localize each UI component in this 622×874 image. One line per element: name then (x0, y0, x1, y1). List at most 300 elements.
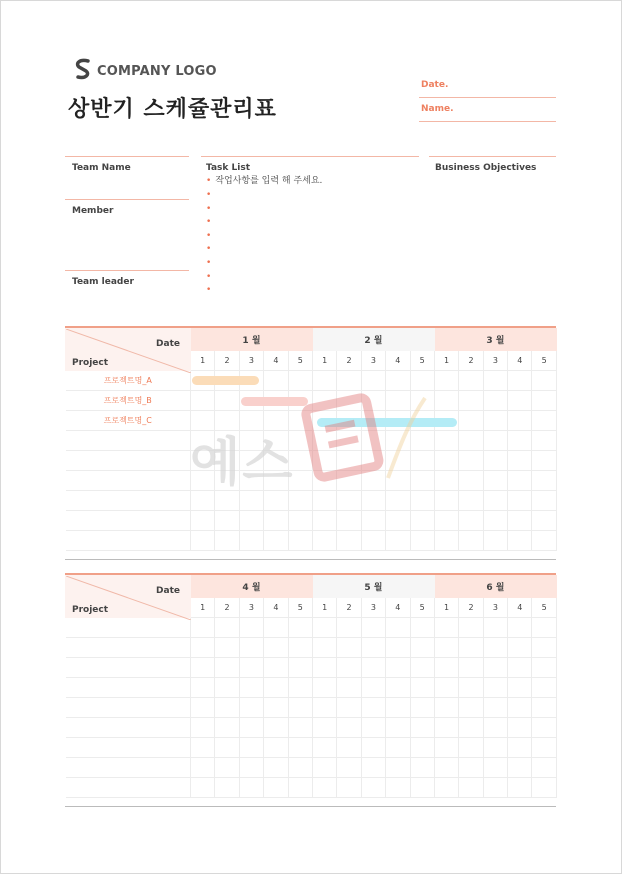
schedule-cell[interactable] (483, 371, 507, 391)
schedule-cell[interactable] (386, 758, 410, 778)
schedule-cell[interactable] (459, 678, 483, 698)
bullet-icon: • (206, 244, 212, 254)
schedule-cell[interactable] (483, 778, 507, 798)
schedule-cell[interactable] (434, 511, 458, 531)
schedule-cell[interactable] (239, 618, 263, 638)
date-field[interactable] (419, 97, 556, 98)
date-header: Date (156, 339, 180, 349)
project-name-cell[interactable] (66, 451, 191, 471)
schedule-cell[interactable] (532, 491, 556, 511)
project-name-cell[interactable] (66, 618, 191, 638)
schedule-cell[interactable] (264, 738, 288, 758)
table-row (66, 511, 557, 531)
schedule-cell[interactable] (508, 451, 532, 471)
schedule-cell[interactable] (508, 371, 532, 391)
schedule-cell[interactable] (483, 471, 507, 491)
team-name-label: Team Name (72, 163, 131, 173)
schedule-cell[interactable] (361, 718, 385, 738)
bullet-icon: • (206, 231, 212, 241)
schedule-cell[interactable] (361, 698, 385, 718)
schedule-cell[interactable] (459, 511, 483, 531)
schedule-cell[interactable] (191, 638, 215, 658)
schedule-cell[interactable] (288, 778, 312, 798)
schedule-cell[interactable] (508, 638, 532, 658)
schedule-cell[interactable] (337, 618, 361, 638)
project-name-cell[interactable] (66, 531, 191, 551)
schedule-cell[interactable] (434, 638, 458, 658)
schedule-cell[interactable] (215, 638, 239, 658)
schedule-cell[interactable] (337, 718, 361, 738)
schedule-cell[interactable] (215, 718, 239, 738)
schedule-cell[interactable] (361, 738, 385, 758)
schedule-cell[interactable] (337, 371, 361, 391)
task-item[interactable] (206, 203, 215, 216)
schedule-cell[interactable] (508, 391, 532, 411)
schedule-cell[interactable] (386, 371, 410, 391)
month-header: 5 월 (312, 576, 434, 598)
schedule-cell[interactable] (215, 758, 239, 778)
schedule-cell[interactable] (532, 411, 556, 431)
schedule-cell[interactable] (264, 658, 288, 678)
schedule-cell[interactable] (459, 738, 483, 758)
member-label: Member (72, 206, 114, 216)
schedule-cell[interactable] (459, 778, 483, 798)
schedule-cell[interactable] (532, 638, 556, 658)
schedule-cell[interactable] (337, 491, 361, 511)
schedule-cell[interactable] (508, 618, 532, 638)
divider (201, 156, 419, 157)
schedule-cell[interactable] (410, 698, 434, 718)
week-cell: 3 (239, 598, 263, 618)
schedule-cell[interactable] (459, 698, 483, 718)
schedule-cell[interactable] (239, 778, 263, 798)
schedule-cell[interactable] (215, 618, 239, 638)
schedule-cell[interactable] (532, 778, 556, 798)
schedule-cell[interactable] (312, 718, 336, 738)
schedule-cell[interactable] (434, 758, 458, 778)
month-header: 3 월 (434, 329, 556, 351)
schedule-cell[interactable] (410, 738, 434, 758)
task-item[interactable] (206, 243, 215, 256)
table-row (66, 531, 557, 551)
schedule-cell[interactable] (508, 411, 532, 431)
schedule-cell[interactable] (288, 678, 312, 698)
schedule-cell[interactable] (434, 778, 458, 798)
table-bottom-border (65, 806, 556, 807)
bullet-icon: • (206, 217, 212, 227)
bullet-icon: • (206, 176, 212, 186)
name-label: Name. (421, 104, 454, 114)
schedule-cell[interactable] (215, 531, 239, 551)
table-row (66, 658, 557, 678)
schedule-cell[interactable] (410, 658, 434, 678)
week-cell: 3 (483, 351, 507, 371)
schedule-cell[interactable] (410, 678, 434, 698)
schedule-cell[interactable] (337, 531, 361, 551)
schedule-cell[interactable] (264, 531, 288, 551)
schedule-cell[interactable] (288, 698, 312, 718)
table-row (66, 738, 557, 758)
schedule-cell[interactable] (508, 531, 532, 551)
month-header: 2 월 (312, 329, 434, 351)
schedule-cell[interactable] (386, 638, 410, 658)
schedule-cell[interactable] (239, 678, 263, 698)
schedule-cell[interactable] (337, 678, 361, 698)
schedule-cell[interactable] (483, 678, 507, 698)
schedule-cell[interactable] (239, 718, 263, 738)
schedule-cell[interactable] (312, 738, 336, 758)
week-cell: 3 (483, 598, 507, 618)
schedule-cell[interactable] (532, 618, 556, 638)
schedule-cell[interactable] (483, 431, 507, 451)
schedule-cell[interactable] (483, 451, 507, 471)
page-title: 상반기 스케쥴관리표 (68, 97, 277, 122)
schedule-cell[interactable] (337, 758, 361, 778)
date-header: Date (156, 586, 180, 596)
schedule-cell[interactable] (508, 758, 532, 778)
schedule-cell[interactable] (459, 471, 483, 491)
table-row (66, 698, 557, 718)
week-cell: 4 (386, 598, 410, 618)
schedule-cell[interactable] (459, 718, 483, 738)
schedule-cell[interactable] (459, 758, 483, 778)
schedule-cell[interactable] (434, 658, 458, 678)
schedule-cell[interactable] (312, 698, 336, 718)
schedule-cell[interactable] (288, 371, 312, 391)
week-cell: 4 (264, 351, 288, 371)
schedule-cell[interactable] (508, 491, 532, 511)
schedule-cell[interactable] (386, 618, 410, 638)
schedule-cell[interactable] (264, 778, 288, 798)
schedule-cell[interactable] (459, 531, 483, 551)
schedule-cell[interactable] (386, 698, 410, 718)
schedule-cell[interactable] (288, 531, 312, 551)
schedule-cell[interactable] (386, 658, 410, 678)
project-name-cell[interactable] (66, 511, 191, 531)
schedule-cell[interactable] (459, 658, 483, 678)
task-item[interactable] (206, 230, 215, 243)
schedule-cell[interactable] (264, 511, 288, 531)
name-field[interactable] (419, 121, 556, 122)
project-name-cell[interactable] (66, 678, 191, 698)
schedule-cell[interactable] (386, 511, 410, 531)
schedule-cell[interactable] (337, 778, 361, 798)
schedule-cell[interactable] (215, 698, 239, 718)
schedule-cell[interactable] (288, 758, 312, 778)
week-cell: 3 (361, 598, 385, 618)
schedule-cell[interactable] (483, 658, 507, 678)
team-leader-label: Team leader (72, 277, 134, 287)
schedule-cell[interactable] (483, 698, 507, 718)
schedule-cell[interactable] (410, 531, 434, 551)
project-name-cell[interactable] (66, 491, 191, 511)
task-item[interactable] (206, 284, 215, 297)
week-cell: 5 (410, 598, 434, 618)
month-header: 1 월 (191, 329, 313, 351)
schedule-cell[interactable] (434, 618, 458, 638)
schedule-cell[interactable] (191, 758, 215, 778)
project-name-cell[interactable] (66, 778, 191, 798)
gantt-bar-a[interactable] (192, 376, 259, 385)
schedule-cell[interactable] (434, 531, 458, 551)
schedule-cell[interactable] (215, 511, 239, 531)
schedule-cell[interactable] (239, 758, 263, 778)
schedule-cell[interactable] (239, 531, 263, 551)
schedule-cell[interactable] (410, 511, 434, 531)
schedule-cell[interactable] (508, 431, 532, 451)
week-cell: 1 (312, 351, 336, 371)
schedule-cell[interactable] (386, 738, 410, 758)
schedule-cell[interactable] (215, 778, 239, 798)
schedule-cell[interactable] (337, 658, 361, 678)
schedule-cell[interactable] (508, 778, 532, 798)
schedule-cell[interactable] (483, 738, 507, 758)
schedule-cell[interactable] (434, 678, 458, 698)
schedule-cell[interactable] (410, 778, 434, 798)
table-row (66, 678, 557, 698)
schedule-cell[interactable] (434, 718, 458, 738)
corner-header (66, 329, 191, 371)
schedule-cell[interactable] (386, 678, 410, 698)
schedule-cell[interactable] (410, 758, 434, 778)
schedule-cell[interactable] (312, 618, 336, 638)
schedule-cell[interactable] (361, 778, 385, 798)
schedule-cell[interactable] (312, 778, 336, 798)
schedule-cell[interactable] (508, 718, 532, 738)
divider (65, 156, 189, 157)
schedule-cell[interactable] (386, 491, 410, 511)
week-cell: 5 (288, 351, 312, 371)
divider (65, 270, 189, 271)
schedule-cell[interactable] (410, 638, 434, 658)
schedule-cell[interactable] (215, 391, 239, 411)
schedule-cell[interactable] (361, 618, 385, 638)
schedule-cell[interactable] (483, 531, 507, 551)
schedule-cell[interactable] (337, 511, 361, 531)
schedule-cell[interactable] (191, 698, 215, 718)
schedule-cell[interactable] (532, 451, 556, 471)
schedule-cell[interactable] (410, 371, 434, 391)
schedule-cell[interactable] (191, 658, 215, 678)
schedule-cell[interactable] (434, 371, 458, 391)
gantt-bar-b[interactable] (241, 397, 308, 406)
month-header: 6 월 (434, 576, 556, 598)
schedule-cell[interactable] (508, 698, 532, 718)
table-row (66, 618, 557, 638)
schedule-cell[interactable] (532, 471, 556, 491)
bullet-icon: • (206, 190, 212, 200)
schedule-cell[interactable] (483, 718, 507, 738)
schedule-cell[interactable] (312, 638, 336, 658)
schedule-cell[interactable] (191, 391, 215, 411)
business-objectives-label: Business Objectives (435, 163, 537, 173)
schedule-cell[interactable] (239, 638, 263, 658)
project-name-cell[interactable]: 프로젝트명_C (66, 411, 191, 431)
month-header: 4 월 (191, 576, 313, 598)
schedule-cell[interactable] (239, 511, 263, 531)
schedule-cell[interactable] (191, 511, 215, 531)
schedule-cell[interactable] (532, 698, 556, 718)
week-cell: 1 (191, 351, 215, 371)
schedule-cell[interactable] (532, 718, 556, 738)
schedule-cell[interactable] (191, 718, 215, 738)
table-row (66, 718, 557, 738)
schedule-cell[interactable] (483, 618, 507, 638)
task-item[interactable]: • 작업사항를 입력 해 주세요. (206, 176, 323, 186)
schedule-cell[interactable] (264, 371, 288, 391)
schedule-cell[interactable] (191, 778, 215, 798)
table-row (66, 758, 557, 778)
project-name-cell[interactable] (66, 718, 191, 738)
schedule-cell[interactable] (386, 778, 410, 798)
project-name-cell[interactable]: 프로젝트명_A (66, 371, 191, 391)
date-label: Date. (421, 80, 449, 90)
schedule-cell[interactable] (410, 491, 434, 511)
schedule-cell[interactable] (361, 371, 385, 391)
project-name-cell[interactable] (66, 658, 191, 678)
schedule-cell[interactable] (191, 531, 215, 551)
schedule-cell[interactable] (337, 638, 361, 658)
schedule-cell[interactable] (361, 758, 385, 778)
schedule-cell[interactable] (312, 511, 336, 531)
week-cell: 5 (532, 351, 556, 371)
schedule-cell[interactable] (459, 371, 483, 391)
task-item[interactable] (206, 216, 215, 229)
schedule-cell[interactable] (215, 658, 239, 678)
schedule-cell[interactable] (386, 718, 410, 738)
schedule-cell[interactable] (508, 678, 532, 698)
schedule-cell[interactable] (264, 758, 288, 778)
schedule-cell[interactable] (312, 531, 336, 551)
schedule-cell[interactable] (361, 511, 385, 531)
schedule-cell[interactable] (288, 718, 312, 738)
schedule-cell[interactable] (191, 678, 215, 698)
schedule-cell[interactable] (508, 738, 532, 758)
week-cell: 3 (239, 351, 263, 371)
schedule-cell[interactable] (532, 431, 556, 451)
schedule-cell[interactable] (239, 738, 263, 758)
schedule-cell[interactable] (483, 491, 507, 511)
schedule-cell[interactable] (532, 371, 556, 391)
week-cell: 2 (459, 351, 483, 371)
schedule-cell[interactable] (191, 738, 215, 758)
schedule-cell[interactable] (361, 531, 385, 551)
schedule-cell[interactable] (483, 411, 507, 431)
schedule-cell[interactable] (532, 678, 556, 698)
schedule-cell[interactable] (483, 758, 507, 778)
schedule-cell[interactable] (410, 718, 434, 738)
schedule-cell[interactable] (532, 391, 556, 411)
schedule-cell[interactable] (532, 511, 556, 531)
project-name-cell[interactable] (66, 471, 191, 491)
schedule-cell[interactable] (532, 658, 556, 678)
schedule-cell[interactable] (459, 491, 483, 511)
divider (65, 199, 189, 200)
schedule-cell[interactable] (483, 638, 507, 658)
schedule-cell[interactable] (459, 638, 483, 658)
schedule-cell[interactable] (508, 511, 532, 531)
schedule-cell[interactable] (337, 738, 361, 758)
schedule-cell[interactable] (239, 658, 263, 678)
schedule-cell[interactable] (312, 658, 336, 678)
schedule-cell[interactable] (508, 471, 532, 491)
schedule-cell[interactable] (434, 491, 458, 511)
schedule-cell[interactable] (312, 678, 336, 698)
schedule-cell[interactable] (288, 511, 312, 531)
table-row (66, 491, 557, 511)
schedule-cell[interactable] (361, 491, 385, 511)
schedule-cell[interactable] (239, 698, 263, 718)
project-name-cell[interactable] (66, 431, 191, 451)
week-cell: 4 (508, 598, 532, 618)
schedule-cell[interactable] (264, 698, 288, 718)
schedule-cell[interactable] (361, 638, 385, 658)
schedule-cell[interactable] (264, 618, 288, 638)
task-item[interactable] (206, 257, 215, 270)
schedule-cell[interactable] (532, 531, 556, 551)
week-cell: 1 (191, 598, 215, 618)
schedule-cell[interactable] (312, 491, 336, 511)
project-name-cell[interactable] (66, 698, 191, 718)
schedule-cell[interactable] (361, 678, 385, 698)
project-name-cell[interactable] (66, 638, 191, 658)
schedule-cell[interactable] (483, 511, 507, 531)
company-logo-icon (72, 58, 94, 80)
company-logo-text: COMPANY LOGO (97, 64, 217, 79)
schedule-cell[interactable] (264, 718, 288, 738)
schedule-cell[interactable] (459, 431, 483, 451)
schedule-cell[interactable] (288, 638, 312, 658)
task-item[interactable] (206, 189, 215, 202)
schedule-cell[interactable] (361, 658, 385, 678)
schedule-cell[interactable] (264, 678, 288, 698)
schedule-table-q2 (65, 575, 557, 798)
schedule-cell[interactable] (459, 391, 483, 411)
bullet-icon: • (206, 272, 212, 282)
schedule-cell[interactable] (434, 738, 458, 758)
schedule-cell[interactable] (410, 618, 434, 638)
schedule-cell[interactable] (459, 411, 483, 431)
schedule-cell[interactable] (312, 371, 336, 391)
schedule-cell[interactable] (288, 738, 312, 758)
corner-header (66, 576, 191, 618)
schedule-cell[interactable] (312, 758, 336, 778)
divider (429, 156, 556, 157)
schedule-cell[interactable] (288, 658, 312, 678)
schedule-cell[interactable] (215, 678, 239, 698)
schedule-cell[interactable] (532, 758, 556, 778)
schedule-cell[interactable] (386, 531, 410, 551)
schedule-cell[interactable] (264, 638, 288, 658)
project-name-cell[interactable]: 프로젝트명_B (66, 391, 191, 411)
schedule-cell[interactable] (434, 698, 458, 718)
schedule-cell[interactable] (459, 451, 483, 471)
table-bottom-border (65, 559, 556, 560)
schedule-cell[interactable] (532, 738, 556, 758)
week-cell: 5 (532, 598, 556, 618)
schedule-cell[interactable] (215, 738, 239, 758)
schedule-cell[interactable] (508, 658, 532, 678)
week-cell: 1 (434, 351, 458, 371)
schedule-cell[interactable] (459, 618, 483, 638)
project-name-cell[interactable] (66, 738, 191, 758)
project-name-cell[interactable] (66, 758, 191, 778)
schedule-cell[interactable] (288, 618, 312, 638)
task-item[interactable] (206, 271, 215, 284)
schedule-cell[interactable] (191, 618, 215, 638)
schedule-cell[interactable] (483, 391, 507, 411)
schedule-cell[interactable] (337, 698, 361, 718)
